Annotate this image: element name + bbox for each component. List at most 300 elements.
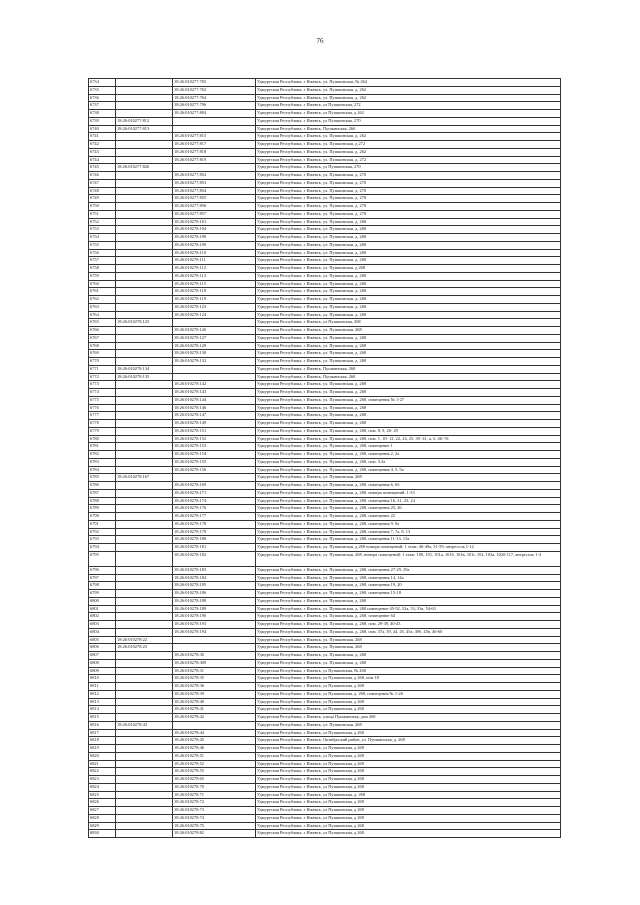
row-number: 6782 <box>89 451 116 459</box>
cadastral-cell <box>173 164 256 172</box>
cadastral-cell: 18:26:010278:73 <box>173 807 256 815</box>
table-row <box>89 443 561 451</box>
cadastral-old-cell <box>116 528 173 536</box>
table-row <box>89 675 561 683</box>
address-cell: Удмуртская Республика, г Ижевск, ул. Пушкинская, д. 268 <box>256 389 561 397</box>
cadastral-old-cell <box>116 265 173 273</box>
cadastral-cell: 18:26:010278:174 <box>173 497 256 505</box>
table-row <box>89 605 561 613</box>
address-cell: Удмуртская Республика, г Ижевск, ул. Пушкинская, д. 268, помещения 16, 21, 23, 24 <box>256 497 561 505</box>
table-row <box>89 311 561 319</box>
row-number: 6781 <box>89 443 116 451</box>
row-number: 6807 <box>89 652 116 660</box>
address-cell: Удмуртская Республика, г Ижевск, ул. Пушкинская, 268 <box>256 474 561 482</box>
row-number: 6829 <box>89 822 116 830</box>
row-number: 6765 <box>89 319 116 327</box>
row-number: 6805 <box>89 636 116 644</box>
table-row <box>89 420 561 428</box>
table-row <box>89 396 561 404</box>
row-number: 6783 <box>89 458 116 466</box>
table-row <box>89 389 561 397</box>
table-row <box>89 551 561 566</box>
row-number: 6808 <box>89 659 116 667</box>
table-row <box>89 760 561 768</box>
address-cell: Удмуртская Республика, г Ижевск, Пушкинская, 266 <box>256 125 561 133</box>
cadastral-old-cell <box>116 210 173 218</box>
cadastral-old-cell <box>116 303 173 311</box>
address-cell: Удмуртская Республика, г Ижевск, ул. Пушкинская, д. 262 <box>256 148 561 156</box>
cadastral-cell: 18:26:010277:796 <box>173 102 256 110</box>
cadastral-old-cell <box>116 597 173 605</box>
address-cell: Удмуртская Республика, г Ижевск, ул. Пушкинская, д. 268 помещение 45-52, 52а, 53, 53а, 54-63 <box>256 605 561 613</box>
table-row <box>89 628 561 636</box>
address-cell: Удмуртская Республика, г Ижевск, ул Пушкинская, д 268 <box>256 783 561 791</box>
table-row <box>89 776 561 784</box>
table-row <box>89 706 561 714</box>
cadastral-old-cell <box>116 489 173 497</box>
cadastral-old-cell <box>116 420 173 428</box>
cadastral-old-cell <box>116 706 173 714</box>
cadastral-cell: 18:26:010278:36 <box>173 683 256 691</box>
table-row <box>89 737 561 745</box>
address-cell: Удмуртская Республика, г Ижевск, ул. Пушкинская, д. 262 <box>256 133 561 141</box>
row-number: 6741 <box>89 133 116 141</box>
cadastral-cell: 18:26:010278:101 <box>173 218 256 226</box>
row-number: 6763 <box>89 303 116 311</box>
table-row <box>89 373 561 381</box>
row-number: 6788 <box>89 497 116 505</box>
cadastral-cell: 18:26:010278:178 <box>173 520 256 528</box>
cadastral-old-cell <box>116 628 173 636</box>
table-row <box>89 799 561 807</box>
table-row <box>89 497 561 505</box>
table-row <box>89 536 561 544</box>
row-number: 6801 <box>89 605 116 613</box>
cadastral-cell: 18:26:010278:109 <box>173 241 256 249</box>
row-number: 6744 <box>89 156 116 164</box>
table-row <box>89 334 561 342</box>
cadastral-old-cell: 18:26:010278:135 <box>116 373 173 381</box>
cadastral-cell: 18:26:010277:764 <box>173 94 256 102</box>
cadastral-cell <box>173 721 256 729</box>
row-number: 6759 <box>89 272 116 280</box>
cadastral-old-cell <box>116 133 173 141</box>
row-number: 6819 <box>89 745 116 753</box>
row-number: 6740 <box>89 125 116 133</box>
address-cell: Удмуртская Республика, г Ижевск, ул. Пушкинская, д. 268 <box>256 342 561 350</box>
table-row <box>89 303 561 311</box>
cadastral-cell: 18:26:010278:30 <box>173 652 256 660</box>
cadastral-old-cell <box>116 86 173 94</box>
address-cell: Удмуртская Республика, г Ижевск, ул Пушкинская, д 268 <box>256 807 561 815</box>
cadastral-cell: 18:26:010278:71 <box>173 791 256 799</box>
cadastral-old-cell <box>116 776 173 784</box>
table-row <box>89 358 561 366</box>
cadastral-cell: 18:26:010278:153 <box>173 443 256 451</box>
cadastral-cell: 18:26:010278:112 <box>173 265 256 273</box>
address-cell: Удмуртская Республика, г Ижевск, ул. Пушкинская, д. 268 <box>256 226 561 234</box>
table-row <box>89 474 561 482</box>
table-row <box>89 791 561 799</box>
cadastral-old-cell <box>116 272 173 280</box>
address-cell: Удмуртская Республика, г Ижевск, ул. Пушкинская, д. 268, помещения 11-13, 13а <box>256 536 561 544</box>
address-cell: Удмуртская Республика, г Ижевск, ул. Пушкинская, д. 272 <box>256 156 561 164</box>
cadastral-old-cell: 18:26:010278:167 <box>116 474 173 482</box>
row-number: 6757 <box>89 257 116 265</box>
address-cell: Удмуртская Республика, г Ижевск, ул. Пушкинская, 268 <box>256 721 561 729</box>
address-cell: Удмуртская Республика, г Ижевск, ул Пушкинская, № 268 <box>256 667 561 675</box>
cadastral-cell: 18:26:010278:41 <box>173 706 256 714</box>
address-cell: Удмуртская Республика, г Ижевск, ул Пушкинская, 270 <box>256 164 561 172</box>
row-number: 6754 <box>89 234 116 242</box>
cadastral-old-cell <box>116 195 173 203</box>
row-number: 6774 <box>89 389 116 397</box>
cadastral-cell: 18:26:010278:152 <box>173 435 256 443</box>
table-row <box>89 203 561 211</box>
cadastral-cell: 18:26:010278:149 <box>173 420 256 428</box>
cadastral-cell: 18:26:010278:46 <box>173 745 256 753</box>
address-cell: Удмуртская Республика, г Ижевск, ул Пушкинская, д 268 <box>256 683 561 691</box>
cadastral-old-cell <box>116 497 173 505</box>
cadastral-old-cell <box>116 513 173 521</box>
cadastral-old-cell <box>116 482 173 490</box>
table-row <box>89 249 561 257</box>
address-cell: Удмуртская Республика, г Ижевск, ул. Пушкинская, д. 268, помещение 64 <box>256 613 561 621</box>
table-row <box>89 621 561 629</box>
row-number: 6813 <box>89 698 116 706</box>
address-cell: Удмуртская Республика, г Ижевск, ул. Пушкинская, д 268 <box>256 265 561 273</box>
cadastral-cell: 18:26:010278:188 <box>173 597 256 605</box>
address-cell: Удмуртская Республика, г Ижевск, ул. Пушкинская, д. 268, помещения 15-18 <box>256 590 561 598</box>
table-row <box>89 520 561 528</box>
table-row <box>89 241 561 249</box>
table-row <box>89 667 561 675</box>
address-cell: Удмуртская Республика, г Ижевск, ул. Пушкинская, д. 268, пом. 37а, 39, 44, 45, 45а, 49б, 45в, 46-60 <box>256 628 561 636</box>
cadastral-old-cell <box>116 148 173 156</box>
row-number: 6793 <box>89 536 116 544</box>
cadastral-old-cell <box>116 141 173 149</box>
table-row <box>89 566 561 574</box>
row-number: 6767 <box>89 334 116 342</box>
row-number: 6752 <box>89 218 116 226</box>
address-cell: Удмуртская Республика, г Ижевск, ул. Пушкинская, д. 268 <box>256 350 561 358</box>
row-number: 6826 <box>89 799 116 807</box>
cadastral-cell <box>173 474 256 482</box>
cadastral-old-cell <box>116 342 173 350</box>
cadastral-old-cell <box>116 544 173 552</box>
row-number: 6777 <box>89 412 116 420</box>
row-number: 6792 <box>89 528 116 536</box>
cadastral-old-cell <box>116 667 173 675</box>
table-row <box>89 783 561 791</box>
table-row <box>89 179 561 187</box>
cadastral-old-cell <box>116 226 173 234</box>
cadastral-old-cell <box>116 574 173 582</box>
table-row <box>89 590 561 598</box>
cadastral-old-cell <box>116 675 173 683</box>
table-row <box>89 528 561 536</box>
cadastral-cell <box>173 373 256 381</box>
table-row <box>89 164 561 172</box>
table-row <box>89 613 561 621</box>
cadastral-old-cell <box>116 814 173 822</box>
cadastral-cell: 18:26:010277:818 <box>173 148 256 156</box>
cadastral-old-cell <box>116 458 173 466</box>
cadastral-old-cell <box>116 241 173 249</box>
address-cell: Удмуртская Республика, г Ижевск, ул Пушкинская, д 268 <box>256 814 561 822</box>
page-number: 76 <box>316 37 324 45</box>
table-row <box>89 342 561 350</box>
cadastral-old-cell <box>116 582 173 590</box>
table-row <box>89 482 561 490</box>
cadastral-old-cell <box>116 389 173 397</box>
table-row <box>89 636 561 644</box>
address-cell: Удмуртская Республика, г Ижевск, ул. Пушкинская, д. 268 <box>256 249 561 257</box>
cadastral-old-cell <box>116 172 173 180</box>
cadastral-cell: 18:26:010278:115 <box>173 280 256 288</box>
table-row <box>89 156 561 164</box>
cadastral-old-cell <box>116 203 173 211</box>
table-row <box>89 698 561 706</box>
table-row <box>89 513 561 521</box>
cadastral-cell: 18:26:010278:55 <box>173 768 256 776</box>
cadastral-cell: 18:26:010278:309 <box>173 659 256 667</box>
cadastral-cell <box>173 365 256 373</box>
cadastral-old-cell: 18:26:010277:826 <box>116 164 173 172</box>
cadastral-cell: 18:26:010277:763 <box>173 86 256 94</box>
row-number: 6815 <box>89 714 116 722</box>
table-row <box>89 110 561 118</box>
address-cell: Удмуртская Республика, г Ижевск, ул Пушкинская, д 268 <box>256 776 561 784</box>
table-row <box>89 582 561 590</box>
address-cell: Удмуртская Республика, г Ижевск, ул Пушкинская, д 268 <box>256 752 561 760</box>
cadastral-cell: 18:26:010278:182 <box>173 551 256 566</box>
address-cell: Удмуртская Республика, г Ижевск, ул. Пушкинская, д. 268, пом. 1, 10- 12, 22, 24, 25, 39- 41, а, б, 46- 91 <box>256 435 561 443</box>
table-row <box>89 102 561 110</box>
cadastral-cell: 18:26:010278:31 <box>173 667 256 675</box>
cadastral-cell: 18:26:010278:177 <box>173 513 256 521</box>
registry-table <box>88 78 561 838</box>
address-cell: Удмуртская Республика, г Ижевск, ул. Пушкинская, д. 268, помещения 14, 14а <box>256 574 561 582</box>
address-cell: Удмуртская Республика, г Ижевск, ул. Пушкинская, 268 <box>256 327 561 335</box>
row-number: 6811 <box>89 683 116 691</box>
cadastral-old-cell <box>116 659 173 667</box>
table-row <box>89 94 561 102</box>
row-number: 6794 <box>89 544 116 552</box>
cadastral-cell: 18:26:010278:169 <box>173 482 256 490</box>
address-cell: Удмуртская Республика, г Ижевск, ул Пушкинская, д 268 <box>256 729 561 737</box>
row-number: 6789 <box>89 505 116 513</box>
cadastral-cell: 18:26:010278:180 <box>173 536 256 544</box>
row-number: 6769 <box>89 350 116 358</box>
cadastral-cell: 18:26:010277:765 <box>173 79 256 87</box>
table-row <box>89 218 561 226</box>
row-number: 6803 <box>89 621 116 629</box>
cadastral-old-cell <box>116 690 173 698</box>
address-cell: Удмуртская Республика, г Ижевск, ул. Пушкинская, д. 268, помещения 19, 20 <box>256 582 561 590</box>
address-cell: Удмуртская Республика, г Ижевск, ул Пушкинская, 272 <box>256 102 561 110</box>
address-cell: Удмуртская Республика, г Ижевск, ул. Пушкинская, д. 268 <box>256 234 561 242</box>
cadastral-cell <box>173 636 256 644</box>
cadastral-old-cell <box>116 590 173 598</box>
table-row <box>89 133 561 141</box>
cadastral-cell <box>173 644 256 652</box>
row-number: 6806 <box>89 644 116 652</box>
table-row <box>89 768 561 776</box>
row-number: 6750 <box>89 203 116 211</box>
address-cell: Удмуртская Республика, г Ижевск, ул. Пушкинская, 268 <box>256 644 561 652</box>
address-cell: Удмуртская Республика, г Ижевск, ул. Пушкинская, д. 268, помещения 4, 5, 5а <box>256 466 561 474</box>
row-number: 6771 <box>89 365 116 373</box>
cadastral-old-cell <box>116 187 173 195</box>
cadastral-cell: 18:26:010278:74 <box>173 814 256 822</box>
cadastral-cell: 18:26:010278:171 <box>173 489 256 497</box>
cadastral-old-cell <box>116 288 173 296</box>
cadastral-cell: 18:26:010278:154 <box>173 451 256 459</box>
cadastral-cell: 18:26:010278:75 <box>173 822 256 830</box>
cadastral-old-cell: 18:26:010278:43 <box>116 721 173 729</box>
address-cell: Удмуртская Республика, г Ижевск, ул Пушкинская, д 268 <box>256 760 561 768</box>
cadastral-old-cell <box>116 830 173 838</box>
address-cell: Удмуртская Республика, г Ижевск, ул. Пушкинская, д. 268 <box>256 381 561 389</box>
row-number: 6753 <box>89 226 116 234</box>
cadastral-cell: 18:26:010278:193 <box>173 621 256 629</box>
table-row <box>89 830 561 838</box>
table-row <box>89 117 561 125</box>
row-number: 6762 <box>89 296 116 304</box>
cadastral-cell: 18:26:010277:857 <box>173 210 256 218</box>
table-row <box>89 690 561 698</box>
row-number: 6802 <box>89 613 116 621</box>
row-number: 6822 <box>89 768 116 776</box>
address-cell: Удмуртская Республика, г Ижевск, ул Пушкинская, д 268 <box>256 822 561 830</box>
cadastral-old-cell <box>116 396 173 404</box>
table-row <box>89 350 561 358</box>
cadastral-old-cell <box>116 218 173 226</box>
address-cell: Удмуртская Республика, г Ижевск, ул. Пушкинская, д. 268, помещения 6, 6б <box>256 482 561 490</box>
row-number: 6814 <box>89 706 116 714</box>
table-row <box>89 458 561 466</box>
row-number: 6738 <box>89 110 116 118</box>
cadastral-cell: 18:26:010278:110 <box>173 249 256 257</box>
table-row <box>89 807 561 815</box>
cadastral-old-cell <box>116 102 173 110</box>
row-number: 6799 <box>89 590 116 598</box>
cadastral-old-cell <box>116 807 173 815</box>
address-cell: Удмуртская Республика, г Ижевск, ул. Пушкинская, д. 268, помещения 25, 26 <box>256 505 561 513</box>
row-number: 6751 <box>89 210 116 218</box>
row-number: 6778 <box>89 420 116 428</box>
row-number: 6824 <box>89 783 116 791</box>
cadastral-cell: 18:26:010278:146 <box>173 404 256 412</box>
row-number: 6747 <box>89 179 116 187</box>
address-cell: Удмуртская Республика, г Ижевск, ул. Пушкинская, д. 268, пом. 3,3а <box>256 458 561 466</box>
cadastral-old-cell <box>116 652 173 660</box>
cadastral-cell: 18:26:010278:118 <box>173 288 256 296</box>
table-row <box>89 505 561 513</box>
cadastral-old-cell <box>116 257 173 265</box>
cadastral-old-cell <box>116 783 173 791</box>
cadastral-old-cell <box>116 311 173 319</box>
row-number: 6758 <box>89 265 116 273</box>
address-cell: Удмуртская Республика, г Ижевск, ул. Пушкинская, д. 268, пом. 8, 9, 26- 29 <box>256 427 561 435</box>
cadastral-cell: 18:26:010278:65 <box>173 776 256 784</box>
table-row <box>89 721 561 729</box>
row-number: 6830 <box>89 830 116 838</box>
cadastral-cell: 18:26:010278:147 <box>173 412 256 420</box>
row-number: 6785 <box>89 474 116 482</box>
table-row <box>89 288 561 296</box>
address-cell: Удмуртская Республика, г Ижевск, ул. Пушкинская, д. 270 <box>256 195 561 203</box>
address-cell: Удмуртская Республика, г Ижевск, ул. Пушкинская, 268 <box>256 636 561 644</box>
cadastral-cell: 18:26:010278:119 <box>173 296 256 304</box>
cadastral-old-cell: 18:26:010277:813 <box>116 125 173 133</box>
cadastral-old-cell <box>116 683 173 691</box>
address-cell: Удмуртская Республика, г Ижевск, ул. Пушкинская, д. 270 <box>256 179 561 187</box>
address-cell: Удмуртская Республика, г Ижевск, ул. Пушкинская, № 264 <box>256 79 561 87</box>
cadastral-old-cell <box>116 179 173 187</box>
address-cell: Удмуртская Республика, г Ижевск, ул. Пушкинская, д. 270 <box>256 210 561 218</box>
table-row <box>89 489 561 497</box>
table-row <box>89 574 561 582</box>
cadastral-cell: 18:26:010278:183 <box>173 566 256 574</box>
cadastral-cell: 18:26:010278:179 <box>173 528 256 536</box>
table-row <box>89 141 561 149</box>
row-number: 6797 <box>89 574 116 582</box>
cadastral-cell: 18:26:010277:852 <box>173 172 256 180</box>
address-cell: Удмуртская Республика, г Ижевск, Октябрьский район, ул. Пушкинская, д. 268 <box>256 737 561 745</box>
address-cell: Удмуртская Республика, г Ижевск, Пушкинская, 268 <box>256 373 561 381</box>
row-number: 6776 <box>89 404 116 412</box>
address-cell: Удмуртская Республика, г Ижевск, ул Пушкинская, д 268 <box>256 830 561 838</box>
address-cell: Удмуртская Республика, г Ижевск, ул Пушкинская, д 268 <box>256 745 561 753</box>
cadastral-old-cell <box>116 752 173 760</box>
row-number: 6800 <box>89 597 116 605</box>
cadastral-old-cell <box>116 249 173 257</box>
address-cell: Удмуртская Республика, г Ижевск, ул. Пушкинская, д. 268 <box>256 272 561 280</box>
row-number: 6823 <box>89 776 116 784</box>
row-number: 6828 <box>89 814 116 822</box>
address-cell: Удмуртская Республика, г Ижевск, ул. Пушкинская, д. 268 <box>256 412 561 420</box>
cadastral-cell: 18:26:010278:44 <box>173 729 256 737</box>
cadastral-old-cell <box>116 327 173 335</box>
row-number: 6749 <box>89 195 116 203</box>
table-row <box>89 125 561 133</box>
cadastral-cell: 18:26:010277:817 <box>173 141 256 149</box>
cadastral-cell: 18:26:010278:142 <box>173 381 256 389</box>
cadastral-old-cell <box>116 79 173 87</box>
address-cell: Удмуртская Республика, г Ижевск, ул. Пушкинская, д. 268, пом. 29-39, 40-43 <box>256 621 561 629</box>
cadastral-cell: 18:26:010278:144 <box>173 396 256 404</box>
cadastral-cell: 18:26:010277:853 <box>173 179 256 187</box>
address-cell: Удмуртская Республика, г Ижевск, ул. Пушкинская, д. 270 <box>256 203 561 211</box>
row-number: 6827 <box>89 807 116 815</box>
address-cell: Удмуртская Республика, г Ижевск, ул. Пушкинская, д. 268, помещения № 1-27 <box>256 396 561 404</box>
cadastral-old-cell <box>116 745 173 753</box>
cadastral-cell: 18:26:010277:815 <box>173 133 256 141</box>
cadastral-cell: 18:26:010278:151 <box>173 427 256 435</box>
row-number: 6786 <box>89 482 116 490</box>
address-cell: Удмуртская Республика, г Ижевск, ул. Пушкинская, д. 268 <box>256 241 561 249</box>
address-cell: Удмуртская Республика, г Ижевск, ул. Пушкинская, д. 268 <box>256 311 561 319</box>
table-row <box>89 652 561 660</box>
cadastral-old-cell <box>116 280 173 288</box>
table-row <box>89 265 561 273</box>
cadastral-cell: 18:26:010278:130 <box>173 350 256 358</box>
cadastral-cell: 18:26:010278:113 <box>173 272 256 280</box>
row-number: 6798 <box>89 582 116 590</box>
address-cell: Удмуртская Республика, г Ижевск, ул. Пушкинская, д. 270 <box>256 172 561 180</box>
